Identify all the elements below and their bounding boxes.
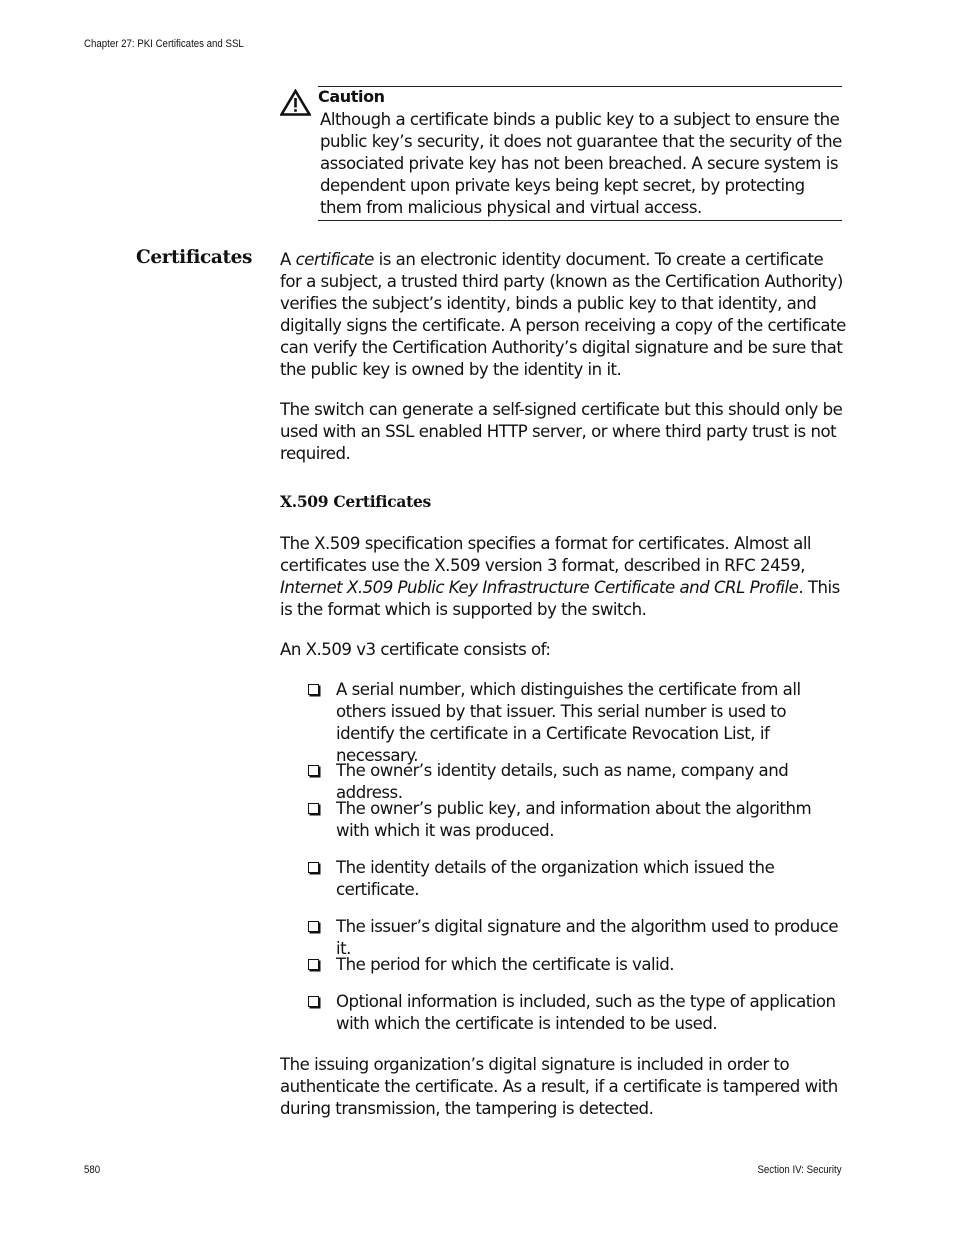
certificate-term: certificate xyxy=(295,250,374,269)
checkbox-bullet-icon xyxy=(308,959,319,970)
list-item-text: The identity details of the organization which issued the certificate. xyxy=(336,858,775,899)
caution-bottom-rule xyxy=(318,220,842,221)
checkbox-bullet-icon xyxy=(308,684,319,695)
certificates-paragraph-2: The switch can generate a self-signed certificate but this should only be used with an SSL enabled HTTP server, or where third party trust is not required. xyxy=(280,400,843,463)
caution-note xyxy=(280,86,842,222)
x509-p1-suffix: . This is the format which is supported by the switch. xyxy=(280,577,840,619)
warning-triangle-icon xyxy=(280,89,311,116)
subsection-heading-x509: X.509 Certificates xyxy=(280,492,431,511)
caution-text: Although a certificate binds a public key to a subject to ensure the public key’s security, it does not guarantee that the security of the associated private key has not been breached. A secure system is dependent upon private keys being kept secret, by protecting them from malicious physical and virtual access. xyxy=(320,110,842,217)
checkbox-bullet-icon xyxy=(308,996,319,1007)
checkbox-bullet-icon xyxy=(308,921,319,932)
list-item-text: A serial number, which distinguishes the certificate from all others issued by that issuer. This serial number is used to identify the certificate in a Certificate Revocation List, if necessary. xyxy=(336,680,801,765)
checkbox-bullet-icon xyxy=(308,765,319,776)
list-item-text: The owner’s identity details, such as name, company and address. xyxy=(336,761,789,802)
checkbox-bullet-icon xyxy=(308,862,319,873)
list-item-text: Optional information is included, such as the type of application with which the certificate is intended to be used. xyxy=(336,992,836,1033)
certificates-paragraph-1 xyxy=(280,249,846,380)
x509-paragraph-2: An X.509 v3 certificate consists of: xyxy=(280,640,551,659)
x509-p1-prefix: The X.509 specification specifies a format for certificates. Almost all certificates use the X.509 version 3 format, described in RFC 2459, xyxy=(280,534,812,575)
x509-paragraph-3: The issuing organization’s digital signature is included in order to authenticate the certificate. As a result, if a certificate is tampered with during transmission, the tampering is detected. xyxy=(280,1055,838,1118)
page-number: 580 xyxy=(84,1164,101,1176)
running-footer: Section IV: Security xyxy=(757,1164,842,1176)
checkbox-bullet-icon xyxy=(308,803,319,814)
caution-top-rule xyxy=(318,86,842,87)
list-item-text: The period for which the certificate is valid. xyxy=(336,955,675,974)
x509-paragraph-1 xyxy=(280,533,846,621)
list-item-text: The issuer’s digital signature and the algorithm used to produce it. xyxy=(336,917,839,958)
running-header: Chapter 27: PKI Certificates and SSL xyxy=(84,38,244,50)
section-heading-certificates: Certificates xyxy=(136,247,252,268)
rfc-title: Internet X.509 Public Key Infrastructure Certificate and CRL Profile xyxy=(280,577,799,597)
p1-rest: is an electronic identity document. To create a certificate for a subject, a trusted third party (known as the Certification Authority) verifies the subject’s identity, binds a public key to that identity, and digitally signs the certificate. A person receiving a copy of the certificate can verify the Certification Authority’s digital signature and be sure that the public key is owned by the identity in it. xyxy=(280,250,846,379)
list-item-text: The owner’s public key, and information about the algorithm with which it was produced. xyxy=(336,799,812,840)
p1-prefix: A xyxy=(280,250,296,269)
caution-title: Caution xyxy=(318,87,385,106)
